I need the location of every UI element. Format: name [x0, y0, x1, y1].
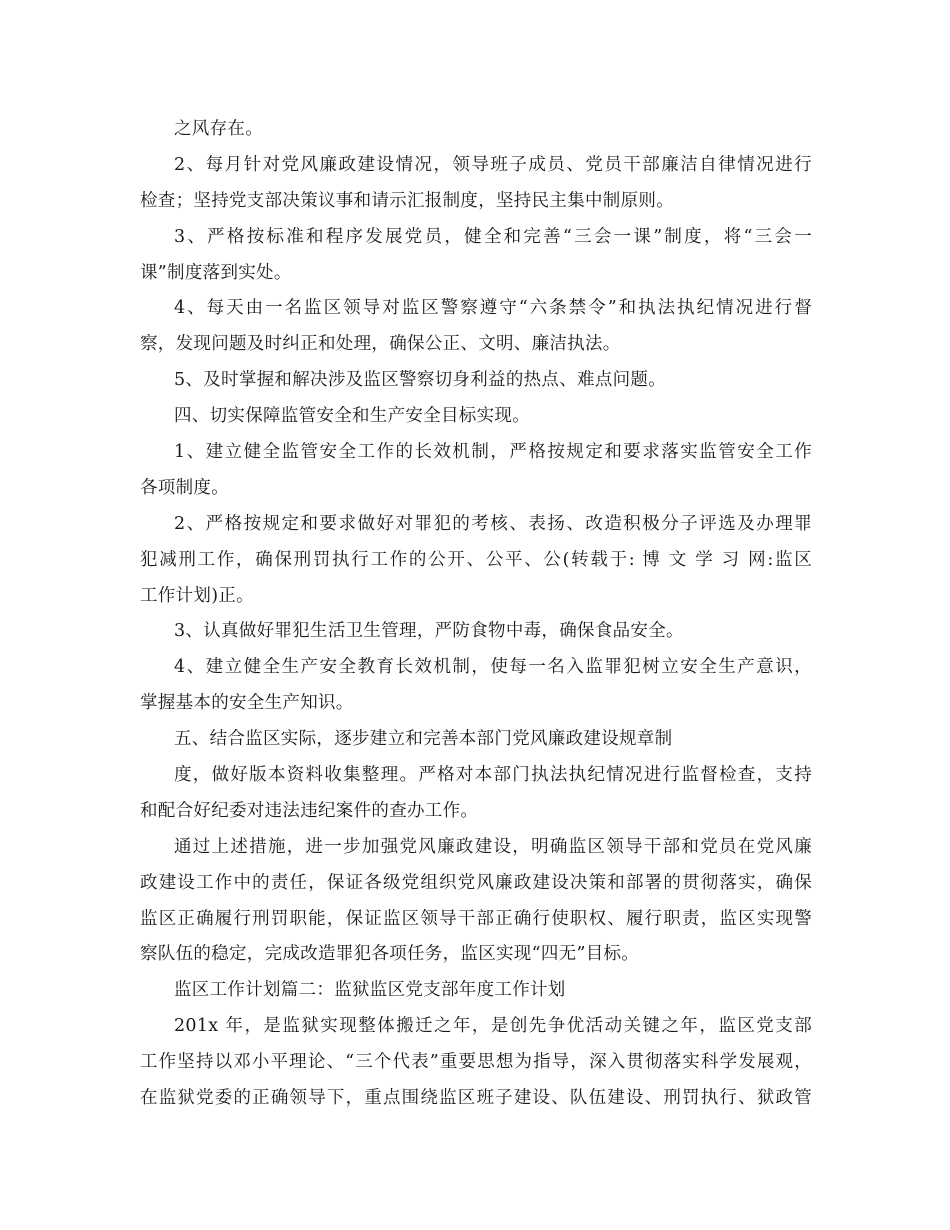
- text-line: 201x 年，是监狱实现整体搬迁之年，是创先争优活动关键之年，监区党支部: [174, 1016, 812, 1037]
- text-line: 课”制度落到实处。: [140, 262, 292, 283]
- text-line: 掌握基本的安全生产知识。: [140, 693, 354, 714]
- text-line: 之风存在。: [174, 119, 263, 139]
- text-line: 工作计划)正。: [140, 585, 254, 606]
- text-line: 检查；坚持党支部决策议事和请示汇报制度，坚持民主集中制原则。: [140, 190, 674, 211]
- text-line: 3、严格按标准和程序发展党员，健全和完善“三会一课”制度，将“三会一: [174, 226, 812, 247]
- text-line: 和配合好纪委对违法违纪案件的查办工作。: [140, 800, 479, 821]
- section-heading: 五、结合监区实际，逐步建立和完善本部门党风廉政建设规章制: [174, 729, 673, 750]
- text-line: 4、建立健全生产安全教育长效机制，使每一名入监罪犯树立安全生产意识，: [174, 657, 812, 678]
- text-line: 各项制度。: [140, 477, 229, 498]
- document-body: [140, 112, 812, 1117]
- text-line: 5、及时掌握和解决涉及监区警察切身利益的热点、难点问题。: [174, 370, 667, 391]
- text-line: 2、严格按规定和要求做好对罪犯的考核、表扬、改造积极分子评选及办理罪: [174, 513, 812, 534]
- text-line: 察队伍的稳定，完成改造罪犯各项任务，监区实现“四无”目标。: [140, 944, 640, 965]
- text-line: 犯减刑工作，确保刑罚执行工作的公开、公平、公(转载于: 博 文 学 习 网:监区: [140, 549, 812, 570]
- text-line: 在监狱党委的正确领导下，重点围绕监区班子建设、队伍建设、刑罚执行、狱政管: [140, 1088, 812, 1109]
- text-line: 监区正确履行刑罚职能，保证监区领导干部正确行使职权、履行职责，监区实现警: [140, 908, 812, 929]
- section-heading: 四、切实保障监管安全和生产安全目标实现。: [174, 406, 530, 427]
- text-line: 度，做好版本资料收集整理。严格对本部门执法执纪情况进行监督检查，支持: [174, 765, 812, 786]
- text-line: 通过上述措施，进一步加强党风廉政建设，明确监区领导干部和党员在党风廉: [174, 836, 812, 857]
- text-line: 1、建立健全监管安全工作的长效机制，严格按规定和要求落实监管安全工作: [174, 442, 812, 463]
- section-heading: 监区工作计划篇二：监狱监区党支部年度工作计划: [174, 980, 566, 1001]
- text-line: 2、每月针对党风廉政建设情况，领导班子成员、党员干部廉洁自律情况进行: [174, 154, 812, 175]
- text-line: 察，发现问题及时纠正和处理，确保公正、文明、廉洁执法。: [140, 334, 621, 355]
- text-line: 4、每天由一名监区领导对监区警察遵守“六条禁令”和执法执纪情况进行督: [174, 298, 812, 319]
- text-line: 工作坚持以邓小平理论、“三个代表”重要思想为指导，深入贯彻落实科学发展观，: [140, 1052, 812, 1073]
- text-line: 3、认真做好罪犯生活卫生管理，严防食物中毒，确保食品安全。: [174, 621, 684, 642]
- text-line: 政建设工作中的责任，保证各级党组织党风廉政建设决策和部署的贯彻落实，确保: [140, 872, 812, 893]
